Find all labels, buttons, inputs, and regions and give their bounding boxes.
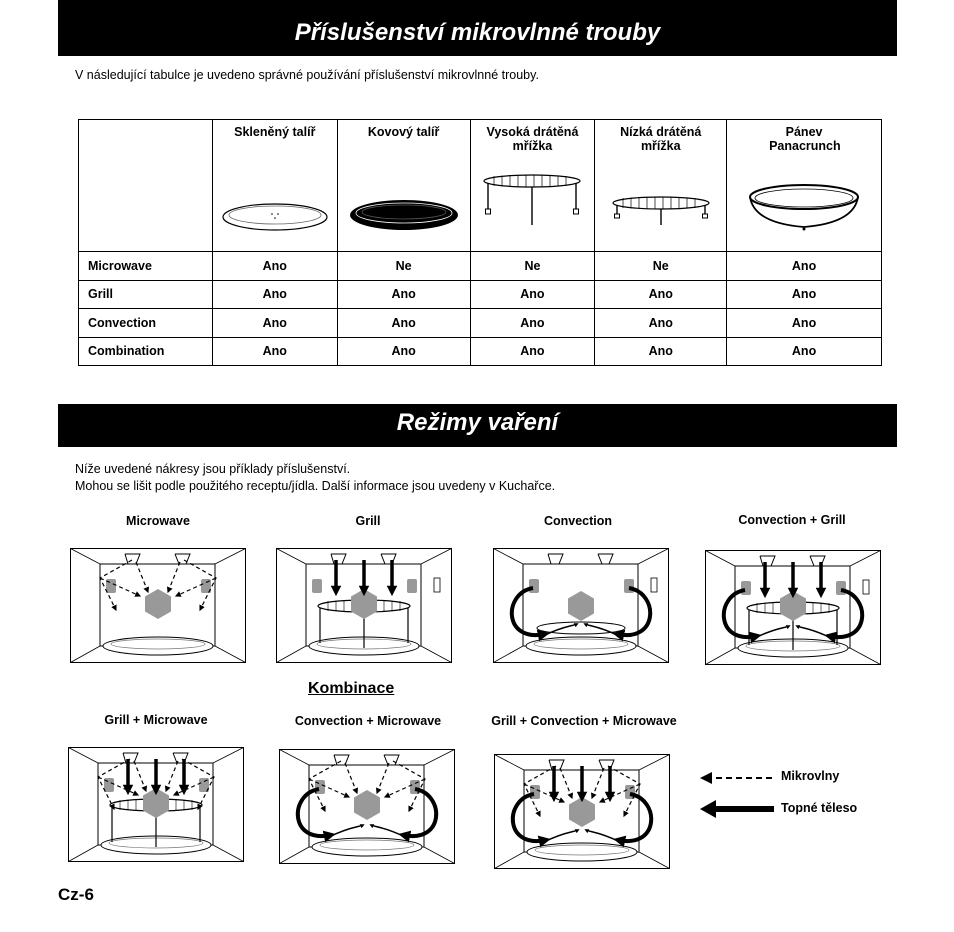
convection-mode-diagram (493, 548, 669, 663)
table-cell: Ano (727, 280, 882, 309)
column-header: Nízká drátěná mřížka (595, 120, 727, 252)
table-cell: Ano (212, 309, 337, 338)
column-header: Pánev Panacrunch (727, 120, 882, 252)
table-cell: Ano (595, 280, 727, 309)
accessories-table (78, 119, 882, 366)
column-header: Vysoká drátěná mřížka (470, 120, 595, 252)
table-cell: Ano (727, 337, 882, 366)
table-cell: Ne (337, 252, 470, 281)
table-row (79, 337, 882, 366)
row-label: Microwave (79, 252, 213, 281)
heater-arrow-icon (700, 800, 716, 818)
glass-tray-icon (220, 199, 330, 233)
table-cell: Ano (212, 280, 337, 309)
panacrunch-pan-icon (746, 183, 862, 233)
cooking-modes-intro-line1: Níže uvedené nákresy jsou příklady příslušenství. (75, 462, 351, 476)
table-cell: Ano (470, 309, 595, 338)
row-label: Convection (79, 309, 213, 338)
table-row (79, 252, 882, 281)
legend-microwaves: Mikrovlny (781, 769, 840, 783)
metal-tray-icon (348, 197, 460, 233)
page-number: Cz-6 (58, 885, 94, 904)
combination-heading: Kombinace (308, 680, 395, 697)
table-cell: Ano (337, 309, 470, 338)
table-cell: Ano (470, 337, 595, 366)
table-cell: Ano (212, 337, 337, 366)
table-cell: Ano (337, 337, 470, 366)
high-rack-icon (480, 171, 584, 233)
cooking-modes-title: Režimy vaření (58, 404, 897, 447)
table-cell: Ano (470, 280, 595, 309)
table-row (79, 309, 882, 338)
table-header-row (79, 120, 882, 252)
mode-label-microwave: Microwave (126, 514, 190, 528)
grill-microwave-mode-diagram (68, 747, 244, 862)
table-cell: Ne (595, 252, 727, 281)
row-label: Combination (79, 337, 213, 366)
mode-label-grill: Grill (355, 514, 381, 528)
table-cell: Ano (727, 252, 882, 281)
table-cell: Ano (212, 252, 337, 281)
accessories-title: Příslušenství mikrovlnné trouby (58, 0, 897, 56)
microwave-mode-diagram (70, 548, 246, 663)
grill-convection-microwave-mode-diagram (494, 754, 670, 869)
legend-heater: Topné těleso (781, 801, 858, 815)
table-row (79, 280, 882, 309)
table-cell: Ano (595, 309, 727, 338)
accessories-intro: V následující tabulce je uvedeno správné používání příslušenství mikrovlnné trouby. (75, 68, 539, 82)
low-rack-icon (609, 193, 713, 233)
legend-arrows (700, 770, 776, 820)
mode-label-convection-microwave: Convection + Microwave (294, 714, 442, 728)
mode-label-convection: Convection (543, 514, 613, 528)
table-cell: Ano (727, 309, 882, 338)
mode-label-grill-convection-microwave: Grill + Convection + Microwave (491, 714, 677, 728)
mode-label-grill-microwave: Grill + Microwave (104, 713, 208, 727)
convection-microwave-mode-diagram (279, 749, 455, 864)
microwaves-arrow-icon (700, 772, 712, 784)
cooking-modes-intro-line2: Mohou se lišit podle použitého receptu/jídla. Další informace jsou uvedeny v Kuchařce. (75, 479, 556, 493)
grill-mode-diagram (276, 548, 452, 663)
table-cell: Ne (470, 252, 595, 281)
row-label: Grill (79, 280, 213, 309)
column-header: Skleněný talíř (212, 120, 337, 252)
mode-label-convection-grill: Convection + Grill (738, 513, 846, 527)
table-corner (79, 120, 213, 252)
convection-grill-mode-diagram (705, 550, 881, 665)
column-header: Kovový talíř (337, 120, 470, 252)
table-cell: Ano (337, 280, 470, 309)
table-cell: Ano (595, 337, 727, 366)
